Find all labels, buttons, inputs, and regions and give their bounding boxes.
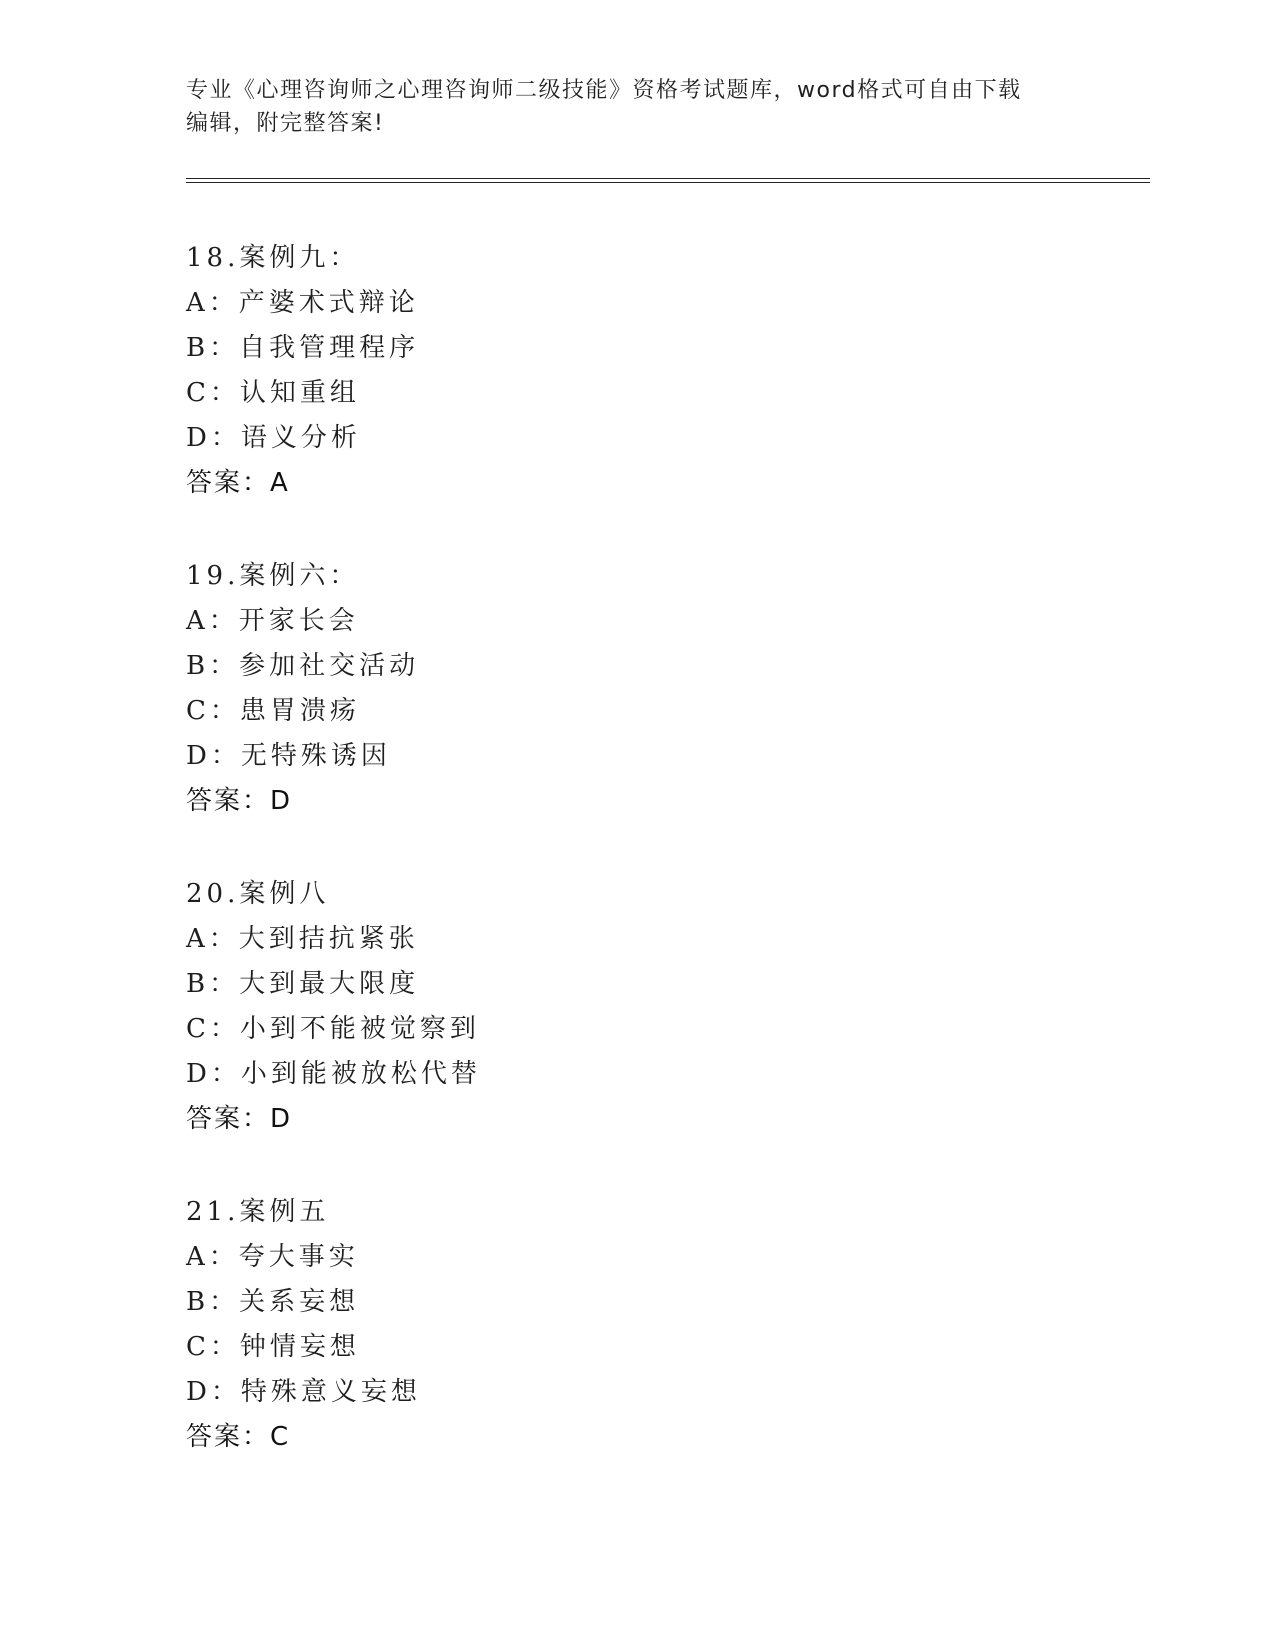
answer: 答案：C [186, 1422, 291, 1452]
question-20 [186, 872, 1086, 1190]
answer: 答案：A [186, 468, 290, 498]
header-line-1: 专业《心理咨询师之心理咨询师二级技能》资格考试题库，word格式可自由下载 [186, 78, 1022, 103]
option-d: D：无特殊诱因 [186, 741, 391, 771]
option-b: B：自我管理程序 [186, 333, 420, 363]
option-a: A：夸大事实 [186, 1242, 359, 1272]
question-list [186, 236, 1086, 1508]
question-21 [186, 1190, 1086, 1508]
option-c: C：钟情妄想 [186, 1332, 360, 1362]
question-title: 21.案例五 [186, 1197, 330, 1227]
question-title: 20.案例八 [186, 879, 330, 909]
option-c: C：小到不能被觉察到 [186, 1014, 480, 1044]
question-title: 19.案例六： [186, 561, 360, 591]
option-b: B：关系妄想 [186, 1287, 360, 1317]
question-title: 18.案例九： [186, 243, 360, 273]
header-line-2: 编辑，附完整答案! [186, 111, 385, 136]
answer: 答案：D [186, 1104, 293, 1134]
document-header [186, 74, 1066, 140]
option-a: A：产婆术式辩论 [186, 288, 419, 318]
header-divider-bottom [186, 182, 1150, 183]
answer: 答案：D [186, 786, 293, 816]
option-d: D：小到能被放松代替 [186, 1059, 481, 1089]
option-a: A：大到拮抗紧张 [186, 924, 419, 954]
header-divider-top [186, 178, 1150, 179]
question-18 [186, 236, 1086, 554]
option-c: C：认知重组 [186, 378, 360, 408]
option-c: C：患胃溃疡 [186, 696, 360, 726]
option-b: B：大到最大限度 [186, 969, 420, 999]
option-b: B：参加社交活动 [186, 651, 420, 681]
question-19 [186, 554, 1086, 872]
option-d: D：特殊意义妄想 [186, 1377, 421, 1407]
option-d: D：语义分析 [186, 423, 361, 453]
option-a: A：开家长会 [186, 606, 359, 636]
